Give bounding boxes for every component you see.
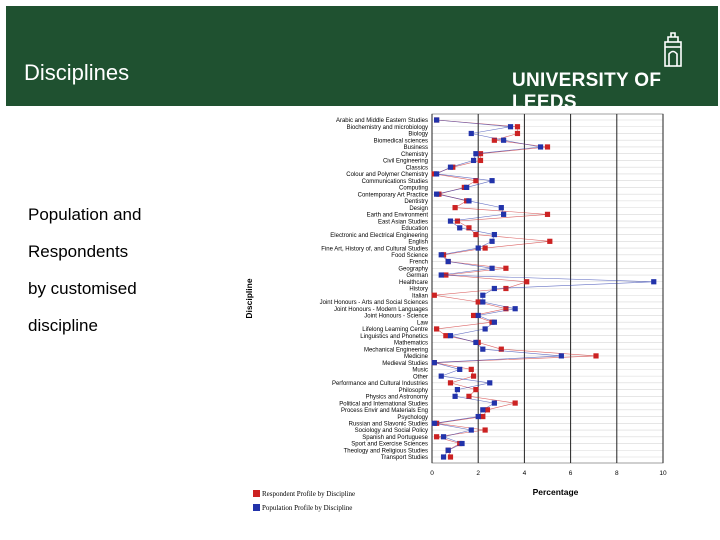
y-category-label: English <box>408 239 428 246</box>
respondent-point <box>545 144 550 149</box>
respondent-point <box>453 205 458 210</box>
y-category-label: Healthcare <box>398 279 428 286</box>
y-category-label: Electronic and Electrical Engineering <box>330 232 428 239</box>
population-point <box>480 293 485 298</box>
y-category-label: History <box>409 286 428 293</box>
population-point <box>446 448 451 453</box>
y-category-label: Civil Engineering <box>382 158 428 165</box>
population-point <box>453 394 458 399</box>
x-tick-label: 0 <box>430 470 434 477</box>
population-point <box>480 407 485 412</box>
y-category-label: Physics and Astronomy <box>365 394 428 401</box>
respondent-point <box>473 387 478 392</box>
respondent-point <box>524 279 529 284</box>
population-point <box>469 131 474 136</box>
population-point <box>464 185 469 190</box>
y-category-label: Computing <box>398 185 428 192</box>
y-category-label: Other <box>412 374 428 381</box>
y-category-label: Sport and Exercise Sciences <box>351 441 428 448</box>
respondent-point <box>434 326 439 331</box>
respondent-point <box>513 400 518 405</box>
y-category-label: Russian and Slavonic Studies <box>348 421 428 428</box>
respondent-point <box>483 245 488 250</box>
y-category-label: Chemistry <box>400 151 428 158</box>
respondent-point <box>593 353 598 358</box>
y-category-label: Lifelong Learning Centre <box>362 327 428 334</box>
population-point <box>487 380 492 385</box>
population-point <box>439 252 444 257</box>
population-point <box>434 117 439 122</box>
population-point <box>476 313 481 318</box>
y-category-label: Sociology and Social Policy <box>354 428 428 435</box>
y-category-label: Business <box>403 145 428 152</box>
slide-title: Disciplines <box>24 60 130 85</box>
y-category-label: East Asian Studies <box>377 219 428 226</box>
y-category-label: Joint Honours - Modern Languages <box>333 306 428 313</box>
x-tick-label: 4 <box>522 470 527 477</box>
population-point <box>559 353 564 358</box>
y-category-label: Classics <box>405 165 428 172</box>
respondent-point <box>434 434 439 439</box>
y-category-label: Geography <box>398 266 428 273</box>
y-category-label: Medicine <box>403 354 428 361</box>
respondent-point <box>469 367 474 372</box>
respondent-point <box>448 454 453 459</box>
y-category-label: French <box>409 259 428 266</box>
y-category-label: Mechanical Engineering <box>363 347 428 354</box>
side-line-3: by customised <box>28 279 137 298</box>
y-category-label: Theology and Religious Studies <box>343 448 428 455</box>
population-point <box>489 266 494 271</box>
legend-swatch-population <box>253 504 260 511</box>
y-category-label: Joint Honours - Science <box>364 313 428 320</box>
respondent-point <box>443 333 448 338</box>
population-point <box>434 171 439 176</box>
y-category-label: Mathematics <box>393 340 428 347</box>
y-category-label: Joint Honours - Arts and Social Sciences <box>319 300 428 307</box>
y-category-label: Process Envir and Materials Eng <box>340 408 428 415</box>
y-category-label: Colour and Polymer Chemistry <box>346 172 428 179</box>
population-point <box>469 427 474 432</box>
respondent-point <box>471 374 476 379</box>
y-category-label: Political and International Studies <box>339 401 428 408</box>
brand-name: UNIVERSITY OF LEEDS <box>512 70 662 113</box>
y-category-label: Arabic and Middle Eastern Studies <box>335 118 428 125</box>
population-point <box>489 178 494 183</box>
population-point <box>483 326 488 331</box>
y-category-label: Communications Studies <box>361 178 428 185</box>
x-tick-label: 2 <box>476 470 481 477</box>
y-category-label: Italian <box>411 293 428 300</box>
respondent-point <box>515 124 520 129</box>
y-category-label: Biochemistry and microbiology <box>346 124 428 131</box>
x-tick-label: 10 <box>659 470 667 477</box>
population-point <box>492 232 497 237</box>
population-point <box>439 272 444 277</box>
respondent-point <box>547 239 552 244</box>
respondent-point <box>455 219 460 224</box>
university-tower-logo-icon <box>656 30 690 68</box>
population-point <box>538 144 543 149</box>
y-category-label: Spanish and Portuguese <box>362 434 428 441</box>
population-point <box>492 320 497 325</box>
x-tick-label: 6 <box>568 470 573 477</box>
respondent-point <box>483 427 488 432</box>
respondent-point <box>515 131 520 136</box>
population-point <box>439 374 444 379</box>
population-point <box>489 239 494 244</box>
population-point <box>455 387 460 392</box>
y-category-label: Law <box>416 320 428 327</box>
y-category-label: German <box>406 273 428 280</box>
side-line-2: Respondents <box>28 242 129 261</box>
discipline-chart <box>230 108 690 528</box>
y-category-label: Philosophy <box>398 387 428 394</box>
y-category-label: Medieval Studies <box>382 360 428 367</box>
side-line-1: Population and <box>28 205 142 224</box>
respondent-point <box>480 414 485 419</box>
y-category-label: Transport Studies <box>380 455 428 462</box>
population-point <box>473 340 478 345</box>
side-line-4: discipline <box>28 316 98 335</box>
population-point <box>492 400 497 405</box>
legend-label-respondent: Respondent Profile by Discipline <box>262 490 356 498</box>
population-point <box>508 124 513 129</box>
population-point <box>480 347 485 352</box>
x-axis-label: Percentage <box>532 487 579 497</box>
respondent-point <box>478 158 483 163</box>
population-point <box>446 259 451 264</box>
population-point <box>492 286 497 291</box>
y-category-label: Biology <box>408 131 428 138</box>
respondent-point <box>503 266 508 271</box>
respondent-point <box>476 299 481 304</box>
y-category-label: Psychology <box>397 414 428 421</box>
population-point <box>434 192 439 197</box>
population-point <box>466 198 471 203</box>
population-point <box>501 212 506 217</box>
respondent-point <box>448 380 453 385</box>
y-axis-label: Discipline <box>244 278 254 319</box>
y-category-label: Fine Art, History of, and Cultural Studies <box>321 246 428 253</box>
population-point <box>513 306 518 311</box>
population-point <box>471 158 476 163</box>
legend-swatch-respondent <box>253 490 260 497</box>
population-point <box>448 333 453 338</box>
y-category-label: Dentistry <box>404 199 428 206</box>
y-category-label: Linguistics and Phonetics <box>360 333 428 340</box>
y-category-label: Biomedical sciences <box>373 138 428 145</box>
respondent-point <box>473 232 478 237</box>
population-point <box>499 205 504 210</box>
y-category-label: Earth and Environment <box>366 212 428 219</box>
population-point <box>457 225 462 230</box>
x-tick-label: 8 <box>614 470 619 477</box>
respondent-point <box>471 313 476 318</box>
y-category-label: Design <box>409 205 428 212</box>
population-point <box>441 454 446 459</box>
population-point <box>448 219 453 224</box>
population-point <box>432 360 437 365</box>
respondent-point <box>545 212 550 217</box>
population-point <box>476 414 481 419</box>
population-point <box>448 165 453 170</box>
population-point <box>441 434 446 439</box>
population-point <box>501 138 506 143</box>
y-category-label: Music <box>412 367 428 374</box>
y-category-label: Contemporary Art Practice <box>357 192 428 199</box>
population-point <box>473 151 478 156</box>
population-point <box>476 245 481 250</box>
y-category-label: Performance and Cultural Industries <box>331 381 428 388</box>
y-category-label: Education <box>401 226 428 233</box>
y-category-label: Food Science <box>391 253 428 259</box>
side-text <box>28 196 228 344</box>
respondent-point <box>503 286 508 291</box>
legend-label-population: Population Profile by Discipline <box>262 504 353 512</box>
respondent-point <box>432 293 437 298</box>
population-point <box>457 367 462 372</box>
population-point <box>459 441 464 446</box>
population-point <box>432 421 437 426</box>
population-point <box>480 299 485 304</box>
population-point <box>651 279 656 284</box>
